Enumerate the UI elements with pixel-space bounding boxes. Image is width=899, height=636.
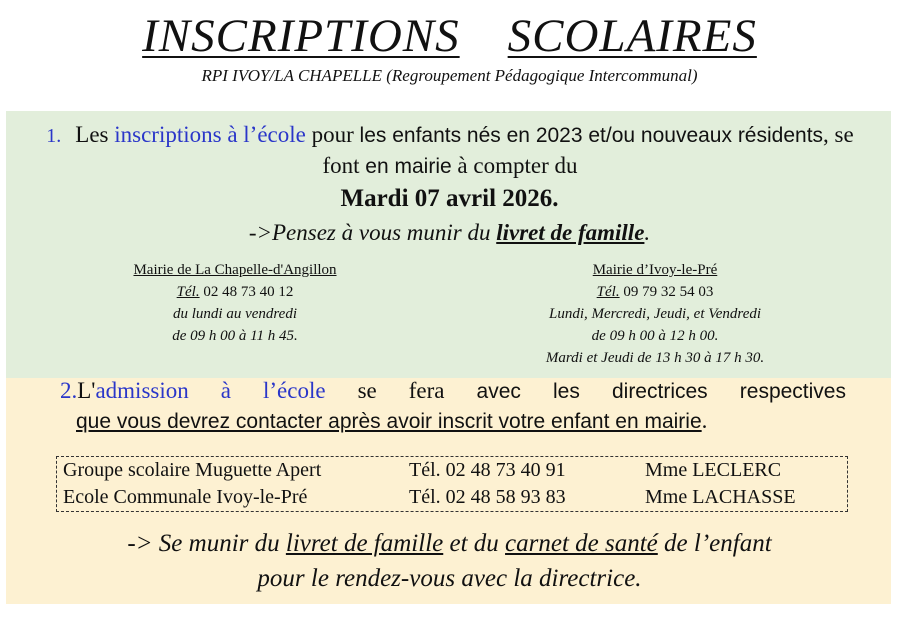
admission-paragraph-line2 [76, 406, 856, 437]
reminder-line [0, 218, 899, 248]
adm-text-f: . [701, 408, 708, 433]
registration-date: Mardi 07 avril 2026. [340, 185, 559, 212]
note-a: -> Se munir du [127, 530, 286, 557]
mairie-hours-1: Lundi, Mercredi, Jeudi, et Vendredi [548, 306, 762, 322]
school-director: Mme LACHASSE [645, 486, 796, 508]
registration-paragraph [30, 120, 870, 181]
school-director: Mme LECLERC [645, 459, 782, 481]
mairie-hours-2: de 09 h 00 à 12 h 00. [591, 328, 719, 344]
table-row [63, 457, 843, 483]
mairie-tel [70, 281, 400, 303]
note-carnet: carnet de santé [505, 530, 658, 557]
schools-table [56, 456, 848, 512]
mairie-hours-2: de 09 h 00 à 11 h 45. [172, 328, 298, 344]
table-row [63, 484, 843, 510]
admission-paragraph [60, 376, 846, 407]
subtitle: RPI IVOY/LA CHAPELLE (Regroupement Pédagogique Intercommunal) [201, 66, 698, 85]
mairie-chapelle [70, 259, 400, 347]
school-tel: Tél. 02 48 58 93 83 [409, 486, 566, 508]
reg-text-g: à compter du [451, 153, 578, 178]
mairie-tel [490, 281, 820, 303]
mairie-ivoy [490, 259, 820, 369]
note-e: de l’enfant [657, 530, 772, 557]
section-2-number: 2. [60, 378, 78, 403]
title-left: INSCRIPTIONS [142, 10, 460, 62]
note-line-2: pour le rendez-vous avec la directrice. [257, 565, 642, 592]
tel-label: Tél. [596, 284, 620, 300]
closing-note [0, 526, 899, 596]
mairie-hours-1: du lundi au vendredi [172, 306, 297, 322]
tel-label: Tél. [176, 284, 200, 300]
adm-text-d: avec les directrices respectives [476, 380, 846, 403]
school-tel: Tél. 02 48 73 40 91 [409, 459, 566, 481]
reg-text-d: les enfants nés en 2023 et/ou nouveaux résidents [359, 124, 824, 147]
reg-text-b: inscriptions à l’école [114, 122, 306, 147]
school-name: Groupe scolaire Muguette Apert [63, 459, 322, 481]
page-title [0, 8, 899, 64]
adm-text-e: que vous devrez contacter après avoir inscrit votre enfant en mairie [76, 410, 702, 433]
mairie-name: Mairie d’Ivoy-le-Pré [592, 262, 718, 278]
note-livret: livret de famille [285, 530, 444, 557]
school-name: Ecole Communale Ivoy-le-Pré [63, 486, 308, 508]
tel-number: 09 79 32 54 03 [619, 284, 714, 300]
note-line-1 [0, 526, 899, 561]
tel-number: 02 48 73 40 12 [199, 284, 294, 300]
adm-text-a: L' [77, 378, 96, 403]
mairie-name: Mairie de La Chapelle-d'Angillon [133, 262, 337, 278]
note-c: et du [443, 530, 506, 557]
reminder-a: ->Pensez à vous munir du [248, 220, 497, 245]
mairie-hours-3: Mardi et Jeudi de 13 h 30 à 17 h 30. [545, 350, 765, 366]
reg-text-f: en mairie [365, 155, 452, 178]
section-1-number: 1. [46, 125, 62, 147]
reminder-livret: livret de famille [496, 220, 645, 245]
reg-text-c: pour [305, 122, 360, 147]
adm-text-b: admission à l’école [95, 378, 326, 403]
reminder-c: . [644, 220, 651, 245]
title-right: SCOLAIRES [507, 10, 757, 62]
reg-text-e: , se font [322, 122, 854, 178]
reg-text-a: Les [75, 122, 115, 147]
adm-text-c: se fera [325, 378, 477, 403]
